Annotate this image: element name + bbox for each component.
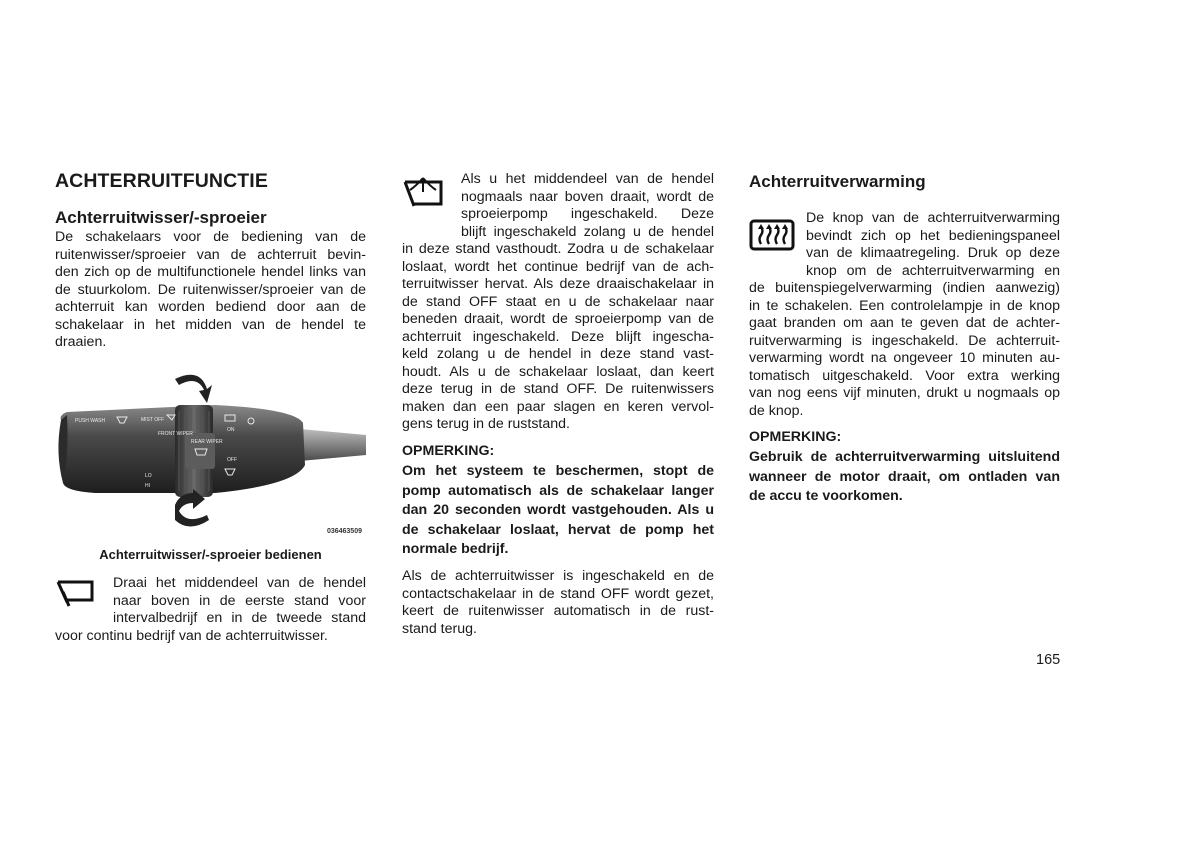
text-line: houdt. Als u de schakelaar loslaat, dan keert (402, 363, 714, 380)
note-label: OPMERKING: (402, 443, 495, 459)
text-line: den zich op de multifunctionele hendel links van (55, 264, 366, 280)
lever-illustration (55, 365, 366, 540)
rear-wiper-paragraph (55, 575, 366, 645)
text-line: voor continu bedrijf van de achterruitwisser. (55, 627, 328, 644)
note-text (402, 462, 714, 560)
text-line: terruitwisser hervat. Als deze draaischakelaar in (402, 276, 714, 292)
text-line: deze terug in de stand OFF. De ruitenwissers (402, 381, 714, 397)
text-line: achterruit kan worden bediend door aan de (55, 299, 366, 315)
text-line: blijft ingeschakeld zolang u de hendel (461, 223, 714, 240)
text-line: gaat branden om aan te geven dat de achter- (749, 315, 1060, 331)
text-line: van nog eens vijf minuten, drukt u nogmaals op (749, 385, 1060, 401)
push-wash-label: PUSH WASH (75, 418, 106, 424)
text-line: de knop. (749, 402, 804, 419)
text-line: schakelaar in het midden van de hendel te (55, 316, 366, 333)
final-paragraph (402, 568, 714, 638)
section-heading: Achterruitverwarming (749, 172, 926, 191)
figure-code: 036463509 (326, 528, 362, 535)
text-line: keld zolang u de hendel in deze stand vast- (402, 346, 714, 362)
text-line: sproeierpomp ingeschakeld. Deze (461, 206, 714, 222)
defrost-paragraph (749, 210, 1060, 420)
text-line: contactschakelaar in de stand OFF wordt gezet, (402, 585, 714, 602)
text-line: maken dan een paar slagen en keren vervol- (402, 398, 714, 415)
text-line: de buitenspiegelverwarming (indien aanwezig) (749, 280, 1060, 296)
mist-off-label: MIST OFF (141, 417, 165, 423)
text-line: Als de achterruitwisser is ingeschakeld en de (402, 568, 714, 584)
subsection-heading: Achterruitwisser/-sproeier (55, 208, 267, 227)
figure-caption: Achterruitwisser/-sproeier bedienen (99, 547, 322, 562)
text-line: stand terug. (402, 620, 477, 637)
text-line: tomatisch uitgeschakeld. Voor extra werking (749, 367, 1060, 384)
text-line: keert de ruitenwisser automatisch in de rust- (402, 603, 714, 619)
text-line: draaien. (55, 334, 107, 350)
front-wiper-label: FRONT WIPER (158, 431, 193, 437)
text-line: de schakelaar loslaat, hervat de pomp het (402, 521, 714, 538)
text-line: Gebruik de achterruitverwarming uitsluitend (749, 449, 1060, 465)
off-label: OFF (227, 457, 237, 463)
text-line: verwarming wordt na ongeveer 10 minuten au- (749, 350, 1060, 366)
text-line: knop om de achterruitverwarming en (806, 262, 1060, 279)
note-text (749, 448, 1060, 507)
text-line: bevindt zich op het bedieningspaneel (806, 227, 1060, 244)
text-line: de accu te voorkomen. (749, 488, 903, 505)
rear-wiper-label: REAR WIPER (191, 439, 223, 445)
text-line: intervalbedrijf en in de tweede stand (113, 610, 366, 626)
text-line: De schakelaars voor de bediening van de (55, 229, 366, 245)
washer-paragraph (402, 171, 714, 434)
text-line: wanneer de motor draait, om ontladen van (749, 468, 1060, 485)
text-line: van de klimaatregeling. Druk op deze (806, 245, 1060, 261)
section-heading: ACHTERRUITFUNCTIE (55, 170, 268, 192)
text-line: Draai het middendeel van de hendel (113, 575, 366, 591)
text-line: Om het systeem te beschermen, stopt de (402, 463, 714, 479)
note-label: OPMERKING: (749, 429, 842, 445)
text-line: naar boven in de eerste stand voor (113, 592, 366, 609)
hi-label: HI (145, 483, 150, 489)
text-line: Als u het middendeel van de hendel (461, 171, 714, 187)
text-line: loslaat, wordt het continue bedrijf van de ach- (402, 258, 714, 275)
note-block (749, 429, 1060, 447)
text-line: gens terug in de ruststand. (402, 416, 570, 432)
text-line: ruitverwarming is ingeschakeld. De achterruit- (749, 332, 1060, 349)
intro-paragraph (55, 229, 366, 352)
page-number: 165 (1036, 652, 1061, 668)
on-label: ON (227, 427, 235, 433)
text-line: de stand OFF staat en u de schakelaar naar (402, 293, 714, 310)
text-line: de stuurkolom. De ruitenwisser/sproeier van de (55, 281, 366, 298)
text-line: achterruit ingeschakeld. Deze blijft ingescha- (402, 328, 714, 345)
text-line: beneden draait, wordt de sproeierpomp van de (402, 311, 714, 327)
text-line: pomp automatisch als de schakelaar langer (402, 482, 714, 499)
text-line: normale bedrijf. (402, 541, 509, 558)
text-line: ruitenwisser/sproeier van de achterruit bevin- (55, 246, 366, 263)
text-line: dan 20 seconden wordt vastgehouden. Als u (402, 502, 714, 519)
note-block (402, 443, 714, 461)
lever-shaft (300, 429, 366, 461)
text-line: in te schakelen. Een controlelampje in de knop (749, 297, 1060, 314)
text-line: nogmaals naar boven draait, wordt de (461, 188, 714, 205)
text-line: De knop van de achterruitverwarming (806, 210, 1060, 226)
text-line: in deze stand vasthoudt. Zodra u de schakelaar (402, 241, 714, 257)
lo-label: LO (145, 473, 152, 479)
